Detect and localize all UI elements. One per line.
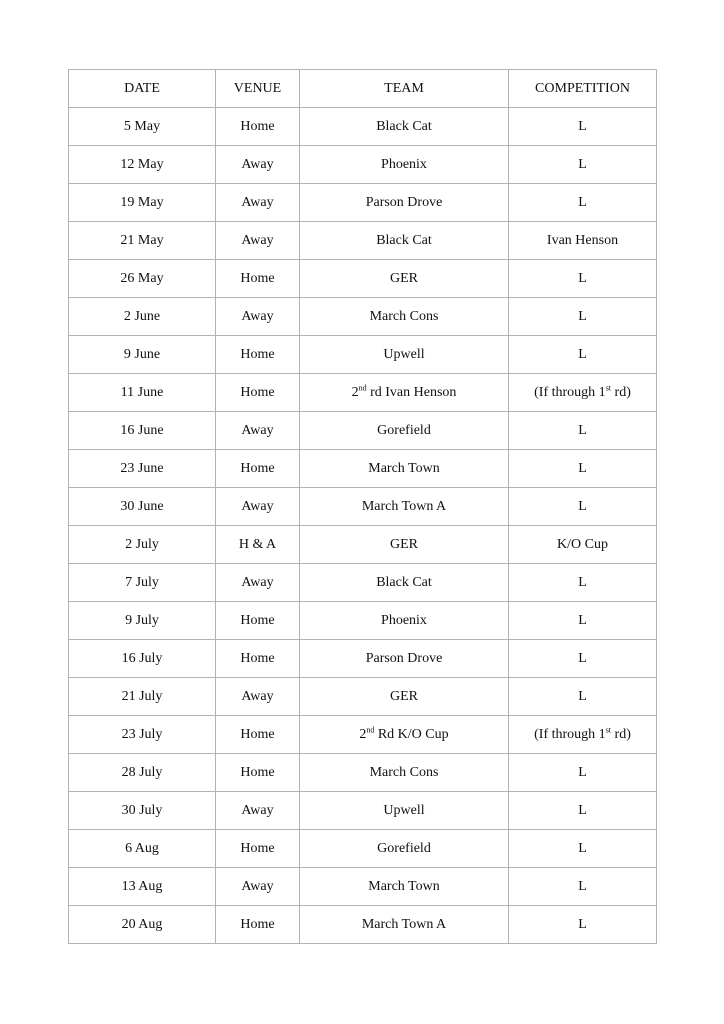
- cell-team: Gorefield: [300, 830, 509, 868]
- cell-date: 30 July: [69, 792, 216, 830]
- cell-competition: L: [509, 488, 657, 526]
- cell-date: 9 July: [69, 602, 216, 640]
- table-row: [69, 564, 657, 602]
- table-row: [69, 716, 657, 754]
- cell-venue: Away: [216, 146, 300, 184]
- cell-competition: Ivan Henson: [509, 222, 657, 260]
- cell-team: Black Cat: [300, 564, 509, 602]
- cell-competition: L: [509, 450, 657, 488]
- table-row: [69, 868, 657, 906]
- cell-venue: Home: [216, 602, 300, 640]
- cell-competition: L: [509, 906, 657, 944]
- cell-date: 12 May: [69, 146, 216, 184]
- cell-competition: L: [509, 184, 657, 222]
- cell-venue: Home: [216, 754, 300, 792]
- cell-venue: Home: [216, 906, 300, 944]
- cell-team: Phoenix: [300, 146, 509, 184]
- cell-date: 2 June: [69, 298, 216, 336]
- table-row: [69, 792, 657, 830]
- cell-date: 23 June: [69, 450, 216, 488]
- cell-venue: Away: [216, 222, 300, 260]
- cell-competition: L: [509, 336, 657, 374]
- cell-date: 13 Aug: [69, 868, 216, 906]
- cell-team: Black Cat: [300, 222, 509, 260]
- cell-venue: Home: [216, 374, 300, 412]
- table-row: [69, 488, 657, 526]
- table-row: [69, 830, 657, 868]
- cell-team: Gorefield: [300, 412, 509, 450]
- table-row: [69, 412, 657, 450]
- cell-team-text-rest: rd Ivan Henson: [366, 384, 457, 400]
- cell-team: GER: [300, 678, 509, 716]
- cell-team: March Town A: [300, 488, 509, 526]
- cell-venue: Home: [216, 108, 300, 146]
- table-row: [69, 184, 657, 222]
- table-row: [69, 260, 657, 298]
- cell-date: 5 May: [69, 108, 216, 146]
- cell-venue: Home: [216, 336, 300, 374]
- cell-competition: [509, 374, 657, 412]
- cell-team-text: 2: [351, 384, 359, 400]
- cell-date: 2 July: [69, 526, 216, 564]
- table-row: [69, 526, 657, 564]
- cell-competition: L: [509, 298, 657, 336]
- cell-team-ordinal-suffix: nd: [358, 382, 367, 392]
- header-venue: VENUE: [216, 70, 300, 108]
- cell-date: 21 July: [69, 678, 216, 716]
- table-row: [69, 754, 657, 792]
- cell-team: March Cons: [300, 754, 509, 792]
- header-team: TEAM: [300, 70, 509, 108]
- table-row: [69, 222, 657, 260]
- cell-date: 16 July: [69, 640, 216, 678]
- cell-venue: Away: [216, 564, 300, 602]
- cell-venue: Away: [216, 412, 300, 450]
- cell-venue: Home: [216, 830, 300, 868]
- cell-competition-ordinal-suffix: st: [605, 724, 612, 734]
- cell-venue: H & A: [216, 526, 300, 564]
- cell-competition: L: [509, 640, 657, 678]
- header-date: DATE: [69, 70, 216, 108]
- cell-team: Black Cat: [300, 108, 509, 146]
- cell-venue: Away: [216, 792, 300, 830]
- cell-date: 6 Aug: [69, 830, 216, 868]
- table-row: [69, 298, 657, 336]
- cell-venue: Away: [216, 868, 300, 906]
- cell-competition: L: [509, 412, 657, 450]
- cell-team-text: 2: [359, 726, 367, 742]
- cell-venue: Away: [216, 488, 300, 526]
- cell-team: March Town: [300, 450, 509, 488]
- cell-date: 26 May: [69, 260, 216, 298]
- cell-competition: L: [509, 792, 657, 830]
- cell-competition: L: [509, 754, 657, 792]
- cell-competition-text-rest: rd): [611, 384, 631, 400]
- cell-date: 19 May: [69, 184, 216, 222]
- cell-team: [300, 716, 509, 754]
- cell-competition-text-rest: rd): [611, 726, 631, 742]
- cell-date: 11 June: [69, 374, 216, 412]
- table-header-row: [69, 70, 657, 108]
- cell-team: March Town A: [300, 906, 509, 944]
- cell-team: Upwell: [300, 336, 509, 374]
- cell-competition: L: [509, 868, 657, 906]
- cell-venue: Home: [216, 716, 300, 754]
- table-row: [69, 336, 657, 374]
- cell-team: Parson Drove: [300, 640, 509, 678]
- cell-competition-text: (If through 1: [534, 384, 606, 400]
- cell-team-ordinal-suffix: nd: [366, 724, 375, 734]
- cell-competition: K/O Cup: [509, 526, 657, 564]
- fixtures-table: [68, 69, 657, 944]
- cell-date: 23 July: [69, 716, 216, 754]
- cell-venue: Away: [216, 298, 300, 336]
- header-competition: COMPETITION: [509, 70, 657, 108]
- table-row: [69, 450, 657, 488]
- cell-competition: L: [509, 678, 657, 716]
- cell-date: 30 June: [69, 488, 216, 526]
- table-row: [69, 640, 657, 678]
- cell-date: 9 June: [69, 336, 216, 374]
- table-row: [69, 678, 657, 716]
- table-row: [69, 146, 657, 184]
- cell-date: 21 May: [69, 222, 216, 260]
- cell-date: 7 July: [69, 564, 216, 602]
- cell-venue: Away: [216, 184, 300, 222]
- fixtures-body: [69, 108, 657, 944]
- cell-team: Parson Drove: [300, 184, 509, 222]
- cell-venue: Home: [216, 260, 300, 298]
- table-row: [69, 602, 657, 640]
- cell-date: 28 July: [69, 754, 216, 792]
- cell-date: 20 Aug: [69, 906, 216, 944]
- cell-team: GER: [300, 526, 509, 564]
- cell-team: Phoenix: [300, 602, 509, 640]
- cell-team: [300, 374, 509, 412]
- cell-team: March Town: [300, 868, 509, 906]
- table-row: [69, 906, 657, 944]
- cell-competition: L: [509, 564, 657, 602]
- cell-team: Upwell: [300, 792, 509, 830]
- table-row: [69, 108, 657, 146]
- cell-competition: L: [509, 146, 657, 184]
- cell-competition: L: [509, 260, 657, 298]
- cell-date: 16 June: [69, 412, 216, 450]
- cell-venue: Home: [216, 640, 300, 678]
- cell-venue: Home: [216, 450, 300, 488]
- cell-competition: L: [509, 108, 657, 146]
- table-row: [69, 374, 657, 412]
- cell-competition: L: [509, 602, 657, 640]
- cell-competition: [509, 716, 657, 754]
- cell-team-text-rest: Rd K/O Cup: [374, 726, 449, 742]
- cell-competition-ordinal-suffix: st: [605, 382, 612, 392]
- cell-competition-text: (If through 1: [534, 726, 606, 742]
- cell-team: GER: [300, 260, 509, 298]
- cell-competition: L: [509, 830, 657, 868]
- cell-venue: Away: [216, 678, 300, 716]
- cell-team: March Cons: [300, 298, 509, 336]
